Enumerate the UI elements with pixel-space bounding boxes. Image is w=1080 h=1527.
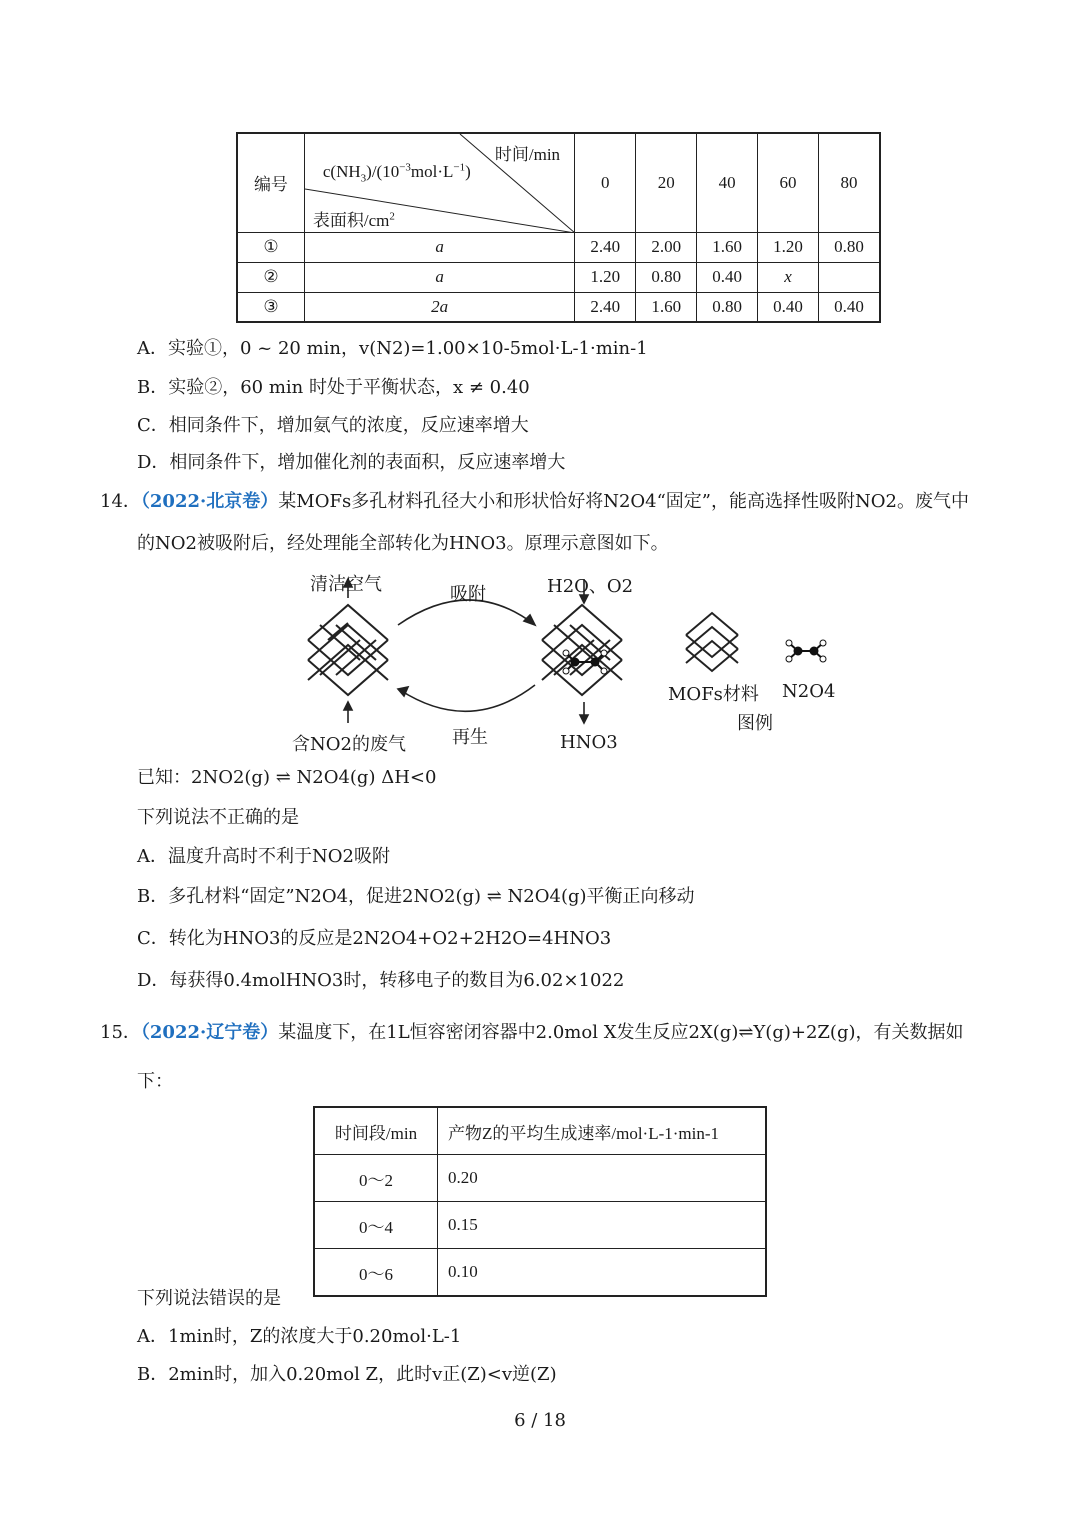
- row-id: ②: [237, 262, 304, 292]
- adsorb-label: 吸附: [450, 584, 486, 605]
- row-id: ①: [237, 232, 304, 262]
- q15-option-a: A．1min时，Z的浓度大于0.20mol·L-1: [137, 1326, 462, 1347]
- question-number: 14．: [100, 491, 141, 512]
- cell: 2.40: [575, 292, 636, 322]
- waste-gas-label: 含NO2的废气: [292, 734, 406, 755]
- table-row: [314, 1249, 766, 1297]
- header-area-label: 表面积$/cm^2$: [312, 210, 395, 230]
- cell: 0.15: [438, 1202, 767, 1249]
- cell: 1.20: [758, 232, 819, 262]
- cell: 0～6: [314, 1249, 438, 1297]
- row-area: a: [304, 262, 574, 292]
- cell: 1.60: [697, 232, 758, 262]
- q14-stem-line1: [100, 490, 969, 514]
- rate-table: [236, 132, 881, 323]
- time-col: 60: [758, 133, 819, 232]
- cell: 1.20: [575, 262, 636, 292]
- cell: 0～2: [314, 1155, 438, 1202]
- cell: 0.40: [819, 292, 880, 322]
- table-row: [237, 232, 880, 262]
- cell: 0.80: [697, 292, 758, 322]
- q14-option-a: A．温度升高时不利于NO2吸附: [137, 846, 390, 867]
- q14-known: 已知：2NO2(g) ⇌ N2O4(g) ΔH<0: [137, 767, 437, 788]
- q14-stem1: 某MOFs多孔材料孔径大小和形状恰好将N2O4“固定”，能高选择性吸附NO2。废气中: [278, 491, 969, 512]
- q14-question: 下列说法不正确的是: [137, 807, 299, 828]
- cell: 1.60: [636, 292, 697, 322]
- col-header-period: 时间段/min: [314, 1107, 438, 1155]
- time-col: 0: [575, 133, 636, 232]
- col-header-rate: 产物Z的平均生成速率/mol·L-1·min-1: [438, 1107, 767, 1155]
- table-header-row: [314, 1107, 766, 1155]
- table-row: [237, 292, 880, 322]
- q14-stem-line2: 的NO2被吸附后，经处理能全部转化为HNO3。原理示意图如下。: [137, 533, 669, 554]
- legend-title: 图例: [737, 713, 773, 734]
- cell: 0.40: [697, 262, 758, 292]
- time-col: 40: [697, 133, 758, 232]
- source-tag: （2022·北京卷）: [140, 491, 279, 512]
- cell: 2.40: [575, 232, 636, 262]
- page-number: 6 / 18: [514, 1410, 566, 1431]
- source-tag: （2022·辽宁卷）: [140, 1022, 279, 1043]
- cell: 0.80: [636, 262, 697, 292]
- q15-option-b: B．2min时，加入0.20mol Z，此时v正(Z)<v逆(Z): [137, 1364, 557, 1385]
- row-area: a: [304, 232, 574, 262]
- q13-option-d: D．相同条件下，增加催化剂的表面积，反应速率增大: [137, 452, 566, 473]
- q13-option-b: B．实验②，60 min 时处于平衡状态，x ≠ 0.40: [137, 377, 530, 398]
- q15-stem-line2: 下：: [137, 1071, 173, 1092]
- q14-option-d: D．每获得0.4molHNO3时，转移电子的数目为6.02×1022: [137, 970, 625, 991]
- cell: 0.80: [819, 232, 880, 262]
- clean-air-label: 清洁空气: [310, 574, 382, 595]
- table-row: [237, 262, 880, 292]
- cell: 0.10: [438, 1249, 767, 1297]
- q13-option-c: C．相同条件下，增加氨气的浓度，反应速率增大: [137, 415, 529, 436]
- diagonal-header-cell: [304, 133, 574, 232]
- legend-mof: [686, 613, 738, 671]
- time-col: 20: [636, 133, 697, 232]
- table-row: [314, 1202, 766, 1249]
- cell: 0～4: [314, 1202, 438, 1249]
- time-col: 80: [819, 133, 880, 232]
- cell: 0.40: [758, 292, 819, 322]
- mof-right: [542, 605, 622, 695]
- header-time-label: 时间/min: [494, 145, 561, 164]
- mof-left: [308, 605, 388, 695]
- table-header-id: 编号: [237, 133, 304, 232]
- q15-stem1: 某温度下，在1L恒容密闭容器中2.0mol X发生反应2X(g)⇌Y(g)+2Z(g)，有关数据如: [278, 1022, 964, 1043]
- row-id: ③: [237, 292, 304, 322]
- n2o4-legend-label: N2O4: [782, 681, 836, 702]
- mof-legend-label: MOFs材料: [668, 684, 759, 705]
- cell: [819, 262, 880, 292]
- q13-option-a: A．实验①，0 ~ 20 min，v(N2)=1.00×10-5mol·L-1·min-1: [137, 338, 648, 359]
- z-rate-table: [313, 1106, 767, 1297]
- cell: 0.20: [438, 1155, 767, 1202]
- q15-question: 下列说法错误的是: [137, 1288, 281, 1309]
- regen-label: 再生: [452, 727, 488, 748]
- q14-option-c: C．转化为HNO3的反应是2N2O4+O2+2H2O=4HNO3: [137, 928, 612, 949]
- question-number: 15．: [100, 1022, 141, 1043]
- legend-n2o4: [786, 640, 826, 662]
- hno3-label: HNO3: [560, 732, 618, 753]
- row-area: 2a: [304, 292, 574, 322]
- header-conc-label: $c(NH_3)/(10^{-3}mol\cdot L^{-1})$: [322, 161, 471, 185]
- cell: x: [758, 262, 819, 292]
- q15-stem-line1: [100, 1021, 963, 1045]
- cell: 2.00: [636, 232, 697, 262]
- table-row: [314, 1155, 766, 1202]
- h2o-o2-label: H2O、O2: [547, 576, 634, 597]
- q14-option-b: B．多孔材料“固定”N2O4，促进2NO2(g) ⇌ N2O4(g)平衡正向移动: [137, 886, 695, 907]
